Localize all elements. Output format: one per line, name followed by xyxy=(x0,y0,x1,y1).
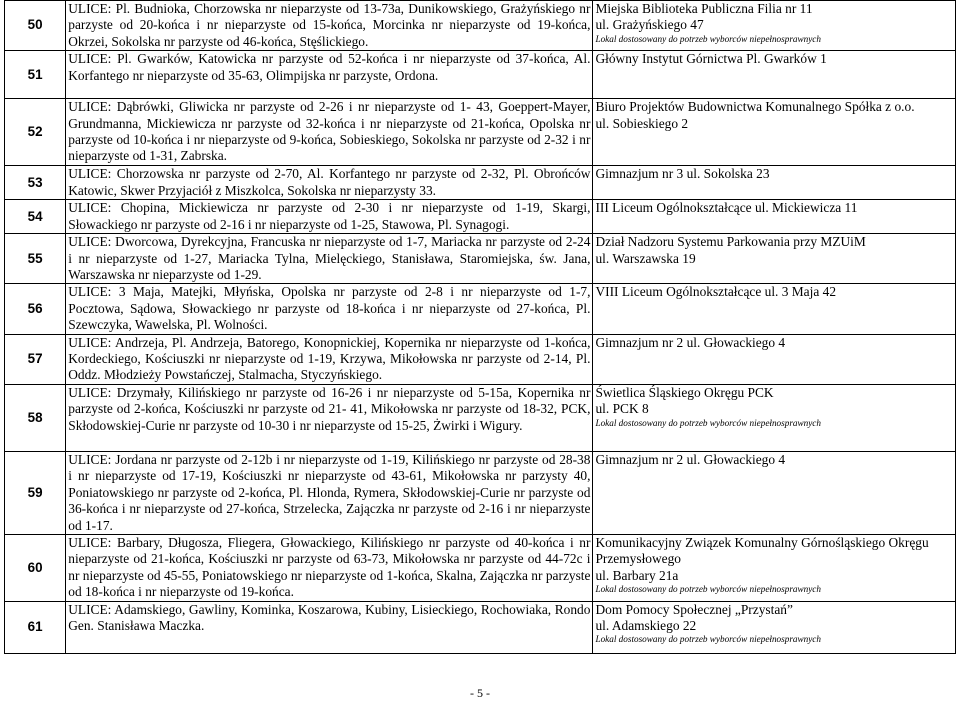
precinct-row xyxy=(5,166,956,200)
accessibility-note: Lokal dostosowany do potrzeb wyborców niepełnosprawnych xyxy=(595,584,821,595)
polling-place-address: ul. Warszawska 19 xyxy=(595,250,696,266)
precinct-row xyxy=(5,234,956,284)
precinct-row xyxy=(5,284,956,334)
polling-place xyxy=(593,166,956,200)
polling-place-name: Dział Nadzoru Systemu Parkowania przy MZUiM xyxy=(595,234,866,250)
accessibility-note: Lokal dostosowany do potrzeb wyborców niepełnosprawnych xyxy=(595,634,821,645)
polling-place xyxy=(593,234,956,284)
precinct-streets: ULICE: Pl. Gwarków, Katowicka nr parzyste od 52-końca i nr nieparzyste od 37-końca, Al. Korfantego nr nieparzyste od 35-63, Olimpijska nr parzyste, Ordona. xyxy=(66,51,593,99)
polling-place xyxy=(593,200,956,234)
polling-place-name: Gimnazjum nr 2 ul. Głowackiego 4 xyxy=(595,451,786,467)
polling-place-name: Świetlica Śląskiego Okręgu PCK xyxy=(595,384,774,400)
polling-place-name: III Liceum Ogólnokształcące ul. Mickiewicza 11 xyxy=(595,200,858,216)
polling-place-name: Biuro Projektów Budownictwa Komunalnego Spółka z o.o. xyxy=(595,99,915,115)
polling-place-name: Dom Pomocy Społecznej „Przystań” xyxy=(595,601,793,617)
precinct-streets: ULICE: Drzymały, Kilińskiego nr parzyste od 16-26 i nr nieparzyste od 5-15a, Kopernika nr parzyste od 2-końca, Kościuszki nr parzyste od 21- 41, Mikołowska nr parzyste od 18-32, PCK, Skłodowskiej-Curie nr parzyste od 10-30 i nr nieparzyste od 15-25, Żwirki i Wigury. xyxy=(66,384,593,451)
precinct-streets: ULICE: Pl. Budnioka, Chorzowska nr nieparzyste od 13-73a, Dunikowskiego, Grażyńskiego nr parzyste od 20-końca i nr nieparzyste od 15-końca, Morcinka nr nieparzyste od 19-końca, Okrzei, Sokolska nr parzyste od 46-końca, Stęślickiego. xyxy=(66,1,593,51)
polling-place-address: ul. Sobieskiego 2 xyxy=(595,115,689,131)
precinct-number: 55 xyxy=(5,234,66,284)
precinct-streets: ULICE: Dąbrówki, Gliwicka nr parzyste od 2-26 i nr nieparzyste od 1- 43, Goeppert-Mayer, Grundmanna, Mickiewicza nr parzyste od 32-końca i nr nieparzyste od 21-końca, Opolska nr parzyste od 10-końca i nr nieparzyste od 9-końca, Sobieskiego, Sokolska nr parzyste od 2-32 i nr nieparzyste od 1-31, Zabrska. xyxy=(66,99,593,166)
polling-place xyxy=(593,534,956,601)
precinct-row xyxy=(5,601,956,653)
polling-place-address: ul. PCK 8 xyxy=(595,401,649,417)
precinct-number: 60 xyxy=(5,534,66,601)
precinct-number: 61 xyxy=(5,601,66,653)
precinct-number: 57 xyxy=(5,334,66,384)
polling-place xyxy=(593,601,956,653)
polling-place-address: ul. Adamskiego 22 xyxy=(595,617,697,633)
precinct-table xyxy=(4,0,956,654)
polling-place-name: Gimnazjum nr 2 ul. Głowackiego 4 xyxy=(595,334,786,350)
precinct-streets: ULICE: Andrzeja, Pl. Andrzeja, Batorego, Konopnickiej, Kopernika nr nieparzyste od 1-końca, Kordeckiego, Kościuszki nr nieparzyste od 1-19, Krzywa, Mikołowska nr parzyste od 2-14, Pl. Oddz. Młodzieży Powstańczej, Stalmacha, Styczyńskiego. xyxy=(66,334,593,384)
precinct-number: 59 xyxy=(5,451,66,534)
precinct-streets: ULICE: 3 Maja, Matejki, Młyńska, Opolska nr parzyste od 2-8 i nr nieparzyste od 1-7, Pocztowa, Sądowa, Słowackiego nr parzyste od 18-końca i nr nieparzyste od 27-końca, Pl. Szewczyka, Wawelska, Pl. Wolności. xyxy=(66,284,593,334)
polling-place xyxy=(593,284,956,334)
accessibility-note: Lokal dostosowany do potrzeb wyborców niepełnosprawnych xyxy=(595,417,821,428)
polling-place-name: VIII Liceum Ogólnokształcące ul. 3 Maja 42 xyxy=(595,284,837,300)
polling-place xyxy=(593,451,956,534)
precinct-number: 51 xyxy=(5,51,66,99)
polling-place-name: Miejska Biblioteka Publiczna Filia nr 11 xyxy=(595,1,813,16)
polling-place xyxy=(593,334,956,384)
accessibility-note: Lokal dostosowany do potrzeb wyborców niepełnosprawnych xyxy=(595,33,821,44)
polling-place xyxy=(593,99,956,166)
polling-place xyxy=(593,1,956,51)
polling-place-name: Główny Instytut Górnictwa Pl. Gwarków 1 xyxy=(595,51,827,67)
precinct-streets: ULICE: Jordana nr parzyste od 2-12b i nr nieparzyste od 1-19, Kilińskiego nr parzyste od 28-38 i nr nieparzyste od 17-19, Kościuszki nr nieparzyste od 43-61, Mikołowska nr parzysty 40, Poniatowskiego nr parzyste od 2-końca, Pl. Hlonda, Rymera, Skłodowskiej-Curie nr parzyste od 36-końca i nr nieparzyste od 27-końca, Strzelecka, Zajączka nr parzyste od 2-16 i nr nieparzyste od 1-17. xyxy=(66,451,593,534)
precinct-streets: ULICE: Barbary, Długosza, Fliegera, Głowackiego, Kilińskiego nr parzyste od 40-końca i nr nieparzyste od 21-końca, Kościuszki nr parzyste od 63-73, Mikołowska nr parzyste od 44-72c i nr nieparzyste od 45-55, Poniatowskiego nr nieparzyste od 1-końca, Skalna, Zajączka nr parzyste od 18-końca i nr nieparzyste od 19-końca. xyxy=(66,534,593,601)
precinct-number: 58 xyxy=(5,384,66,451)
precinct-streets: ULICE: Adamskiego, Gawliny, Kominka, Koszarowa, Kubiny, Lisieckiego, Rochowiaka, Rondo Gen. Stanisława Maczka. xyxy=(66,601,593,653)
precinct-row xyxy=(5,534,956,601)
precinct-streets: ULICE: Chorzowska nr parzyste od 2-70, Al. Korfantego nr parzyste od 2-32, Pl. Obrońców Katowic, Skwer Przyjaciół z Miszkolca, Sokolska nr nieparzysty 33. xyxy=(66,166,593,200)
precinct-number: 54 xyxy=(5,200,66,234)
polling-place xyxy=(593,51,956,99)
polling-place-name: Gimnazjum nr 3 ul. Sokolska 23 xyxy=(595,166,770,182)
precinct-row xyxy=(5,451,956,534)
precinct-streets: ULICE: Chopina, Mickiewicza nr parzyste od 2-30 i nr nieparzyste od 1-19, Skargi, Słowackiego nr parzyste od 2-16 i nr nieparzyste od 1-25, Stawowa, Pl. Synagogi. xyxy=(66,200,593,234)
precinct-row xyxy=(5,99,956,166)
page-number: - 5 - xyxy=(470,686,490,700)
precinct-number: 53 xyxy=(5,166,66,200)
polling-place-address: ul. Barbary 21a xyxy=(595,567,679,583)
polling-place xyxy=(593,384,956,451)
polling-place-name: Komunikacyjny Związek Komunalny Górnośląskiego Okręgu Przemysłowego xyxy=(595,534,929,567)
precinct-row xyxy=(5,334,956,384)
polling-place-address: ul. Grażyńskiego 47 xyxy=(595,17,704,33)
precinct-number: 50 xyxy=(5,1,66,51)
precinct-number: 52 xyxy=(5,99,66,166)
precinct-row xyxy=(5,51,956,99)
precinct-streets: ULICE: Dworcowa, Dyrekcyjna, Francuska nr nieparzyste od 1-7, Mariacka nr parzyste od 2-24 i nr nieparzyste od 1-27, Mariacka Tylna, Mielęckiego, Stanisława, Staromiejska, św. Jana, Warszawska nr nieparzyste od 1-29. xyxy=(66,234,593,284)
precinct-row xyxy=(5,384,956,451)
precinct-number: 56 xyxy=(5,284,66,334)
precinct-row xyxy=(5,1,956,51)
precinct-row xyxy=(5,200,956,234)
